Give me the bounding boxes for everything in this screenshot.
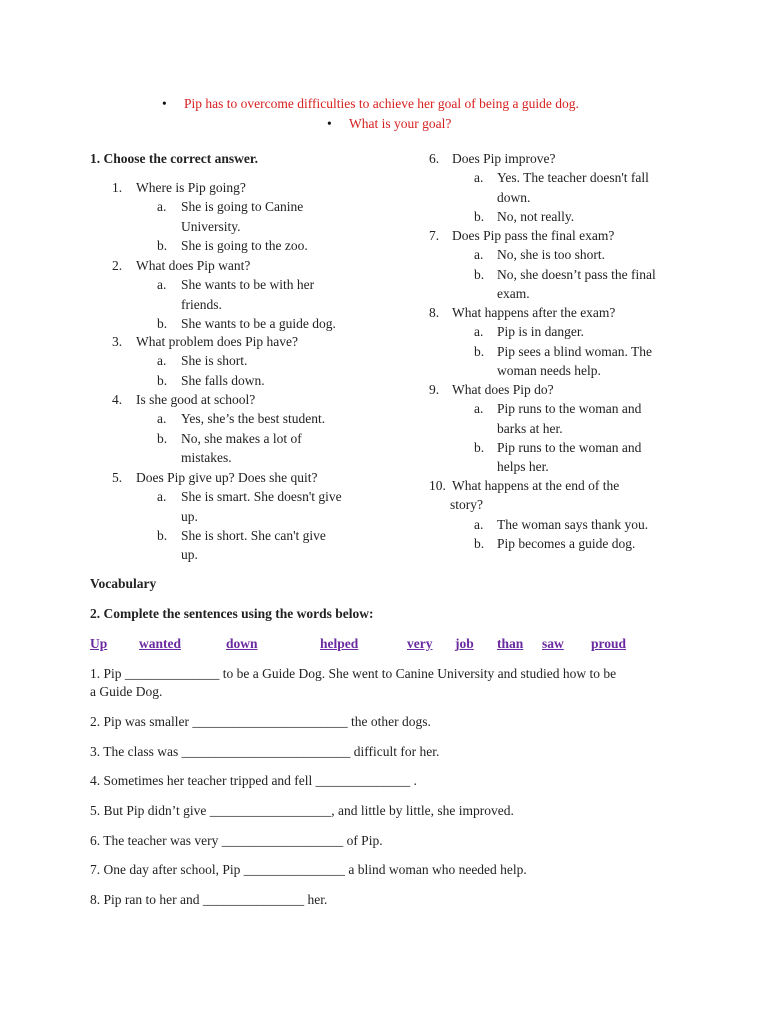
option-text: No, she makes a lot of [181, 430, 302, 446]
option-text-continued: exam. [497, 285, 530, 301]
word-bank-item: very [407, 636, 433, 651]
option-text-continued: down. [497, 189, 531, 205]
sentence-7: 7. One day after school, Pip _______________ a blind woman who needed help. [90, 862, 527, 877]
option-text: She wants to be with her [181, 277, 315, 293]
question-number: 4. [112, 392, 123, 407]
option-text: Pip runs to the woman and [497, 439, 642, 455]
option-letter: b. [474, 343, 485, 359]
option-letter: b. [157, 372, 168, 388]
option-text: Pip runs to the woman and [497, 401, 642, 417]
word-bank-item: than [497, 636, 524, 651]
option-letter: a. [474, 247, 484, 263]
option-letter: b. [157, 315, 168, 331]
question-number: 10. [429, 478, 446, 493]
question-number: 8. [429, 305, 440, 320]
bullet-icon: • [327, 116, 332, 131]
intro-bullet-1 [162, 96, 579, 112]
option-text-continued: up. [181, 547, 198, 563]
bullet-icon: • [162, 96, 167, 111]
option-text: She is short. She can't give [181, 527, 326, 543]
question-text-continued: story? [450, 497, 483, 513]
option-text: She is going to the zoo. [181, 237, 308, 253]
question-number: 9. [429, 382, 440, 397]
option-letter: b. [474, 439, 485, 455]
intro-bullet-2 [327, 116, 451, 132]
option-text-continued: barks at her. [497, 420, 563, 436]
option-text: Pip becomes a guide dog. [497, 535, 636, 551]
sentence-3: 3. The class was _________________________ difficult for her. [90, 744, 440, 759]
question-number: 1. [112, 180, 123, 195]
sentence-1-continued: a Guide Dog. [90, 684, 163, 699]
option-text: She wants to be a guide dog. [181, 315, 336, 331]
question-text: What problem does Pip have? [136, 334, 298, 349]
option-text-continued: friends. [181, 296, 222, 312]
question-text: Does Pip give up? Does she quit? [136, 470, 318, 485]
option-letter: a. [474, 324, 484, 340]
sentence-5: 5. But Pip didn’t give __________________, and little by little, she improved. [90, 803, 514, 818]
option-letter: a. [157, 277, 167, 293]
word-bank-item: wanted [139, 636, 182, 651]
option-text: Pip is in danger. [497, 324, 584, 340]
question-text: Where is Pip going? [136, 180, 246, 195]
word-bank-item: Up [90, 636, 108, 651]
word-bank-item: proud [591, 636, 627, 651]
sentence-1: 1. Pip ______________ to be a Guide Dog. She went to Canine University and studied how to be [90, 666, 617, 681]
question-number: 5. [112, 470, 123, 485]
question-number: 3. [112, 334, 123, 349]
option-letter: a. [157, 411, 167, 427]
option-text-continued: helps her. [497, 459, 549, 475]
option-text: She falls down. [181, 372, 265, 388]
word-bank-item: helped [320, 636, 359, 651]
question-text: What does Pip do? [452, 382, 554, 397]
option-text: No, she is too short. [497, 247, 605, 263]
option-letter: b. [157, 237, 168, 253]
intro-bullet-text: Pip has to overcome difficulties to achieve her goal of being a guide dog. [184, 96, 579, 111]
question-text: What happens after the exam? [452, 305, 616, 320]
sentence-4: 4. Sometimes her teacher tripped and fell ______________ . [90, 773, 417, 788]
question-text: Is she good at school? [136, 392, 256, 407]
option-letter: b. [474, 208, 485, 224]
option-letter: b. [474, 266, 485, 282]
sentence-6: 6. The teacher was very __________________ of Pip. [90, 833, 383, 848]
sentence-8: 8. Pip ran to her and _______________ her. [90, 892, 328, 907]
option-text-continued: mistakes. [181, 449, 232, 465]
question-number: 7. [429, 228, 440, 243]
option-text: She is short. [181, 353, 248, 369]
option-letter: a. [157, 489, 167, 505]
option-text-continued: woman needs help. [497, 362, 601, 378]
option-text: She is smart. She doesn't give [181, 489, 342, 505]
option-letter: b. [157, 527, 168, 543]
option-letter: a. [474, 516, 484, 532]
option-letter: b. [157, 430, 168, 446]
word-bank-item: saw [542, 636, 564, 651]
option-letter: a. [474, 401, 484, 417]
word-bank-item: job [455, 636, 474, 651]
section1-heading: 1. Choose the correct answer. [90, 151, 258, 166]
question-text: Does Pip pass the final exam? [452, 228, 615, 243]
option-text-continued: up. [181, 508, 198, 524]
vocabulary-title: Vocabulary [90, 576, 157, 591]
option-text: No, not really. [497, 208, 575, 224]
option-text: Yes, she’s the best student. [181, 411, 326, 427]
sentence-2: 2. Pip was smaller _______________________ the other dogs. [90, 714, 431, 729]
option-letter: b. [474, 535, 485, 551]
option-text: No, she doesn’t pass the final [497, 266, 656, 282]
option-letter: a. [157, 199, 167, 215]
question-text: Does Pip improve? [452, 151, 556, 166]
question-number: 6. [429, 151, 440, 166]
option-text: Yes. The teacher doesn't fall [497, 170, 649, 186]
question-text: What does Pip want? [136, 258, 251, 273]
intro-bullet-text: What is your goal? [349, 116, 452, 131]
option-text-continued: University. [181, 218, 241, 234]
option-letter: a. [157, 353, 167, 369]
option-text: The woman says thank you. [497, 516, 649, 532]
vocabulary-heading: 2. Complete the sentences using the words below: [90, 606, 374, 621]
question-text: What happens at the end of the [452, 478, 620, 493]
option-letter: a. [474, 170, 484, 186]
option-text: Pip sees a blind woman. The [497, 343, 652, 359]
word-bank-item: down [226, 636, 258, 651]
option-text: She is going to Canine [181, 199, 304, 215]
question-number: 2. [112, 258, 123, 273]
